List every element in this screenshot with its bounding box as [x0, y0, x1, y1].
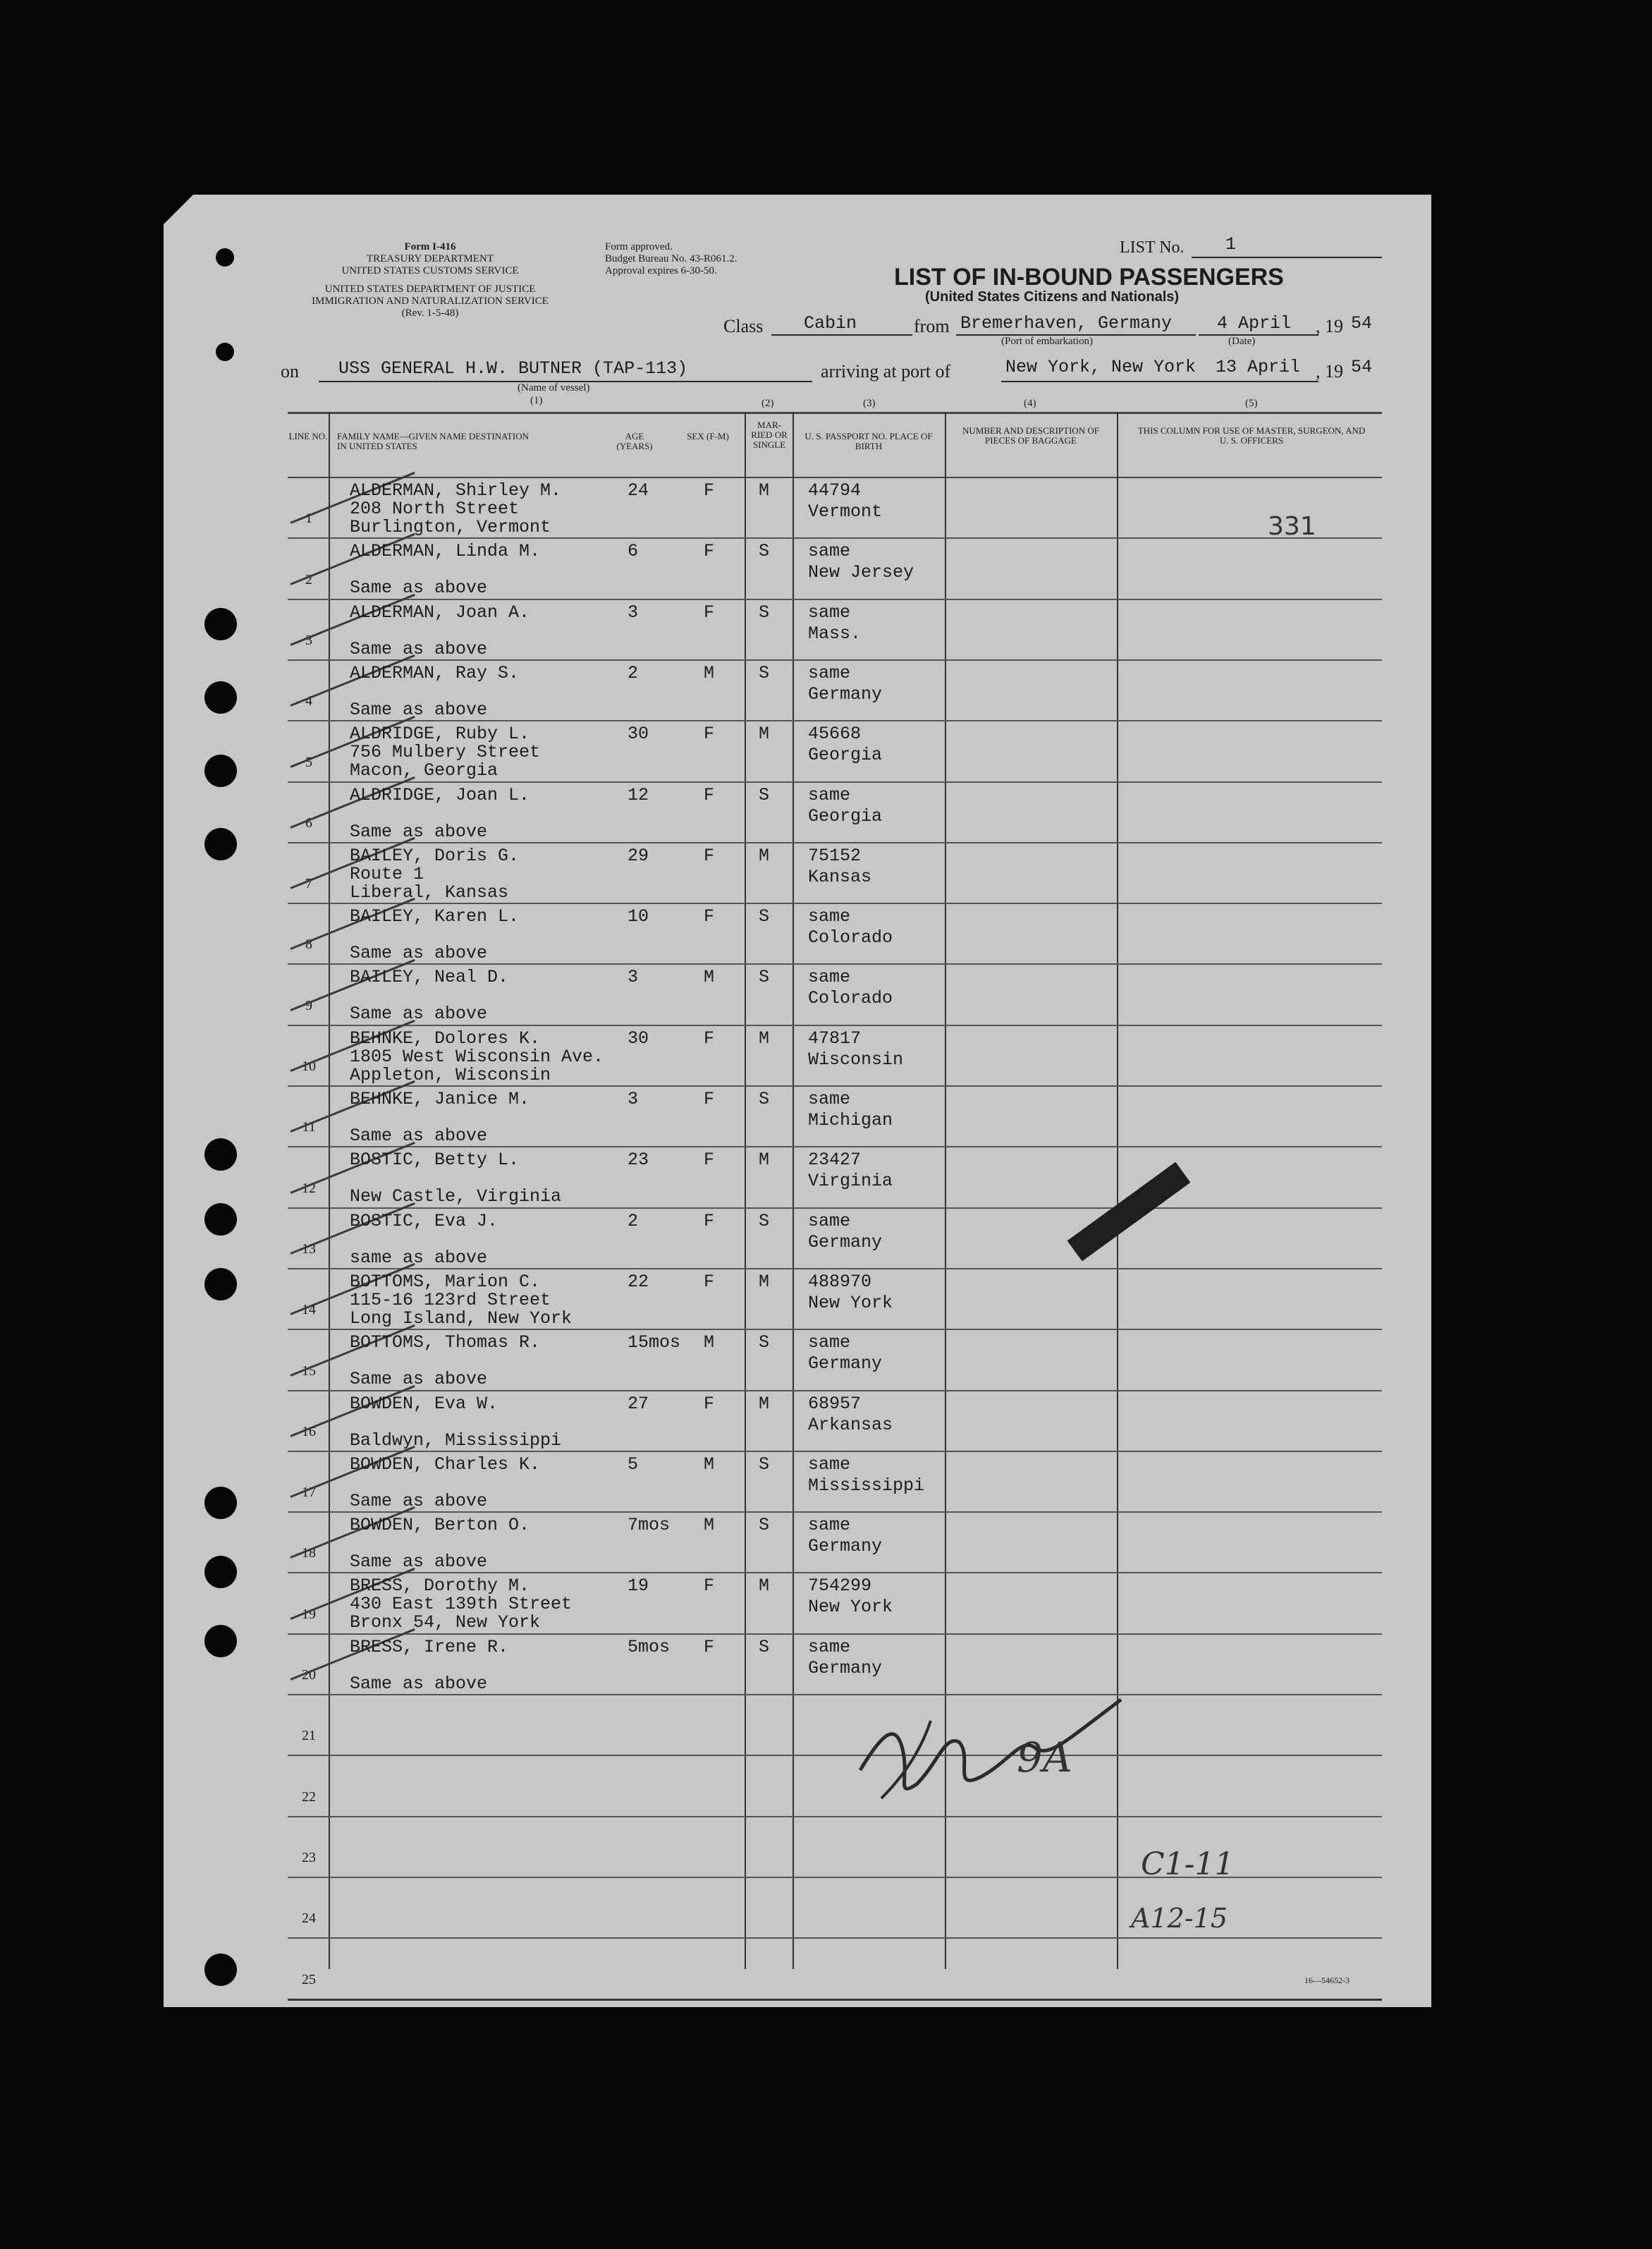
- passenger-name: BOTTOMS, Thomas R.: [350, 1332, 541, 1353]
- binder-hole: [204, 1954, 237, 1986]
- passenger-name: BAILEY, Doris G.: [350, 846, 520, 866]
- marital-status: M: [759, 1575, 770, 1596]
- passenger-sex: M: [704, 967, 715, 987]
- line-number: 24: [302, 1910, 316, 1926]
- passport-number: 754299: [808, 1575, 872, 1596]
- passport-number: same: [808, 1454, 851, 1475]
- destination-line-2: Same as above: [350, 700, 488, 720]
- passenger-age: 12: [628, 785, 649, 805]
- date-year-prefix: , 19: [1316, 316, 1343, 336]
- passport-number: same: [808, 1089, 851, 1109]
- passenger-name: ALDERMAN, Linda M.: [350, 541, 541, 561]
- form-id: Form I-416: [404, 241, 456, 252]
- passenger-name: BEHNKE, Dolores K.: [350, 1028, 541, 1049]
- binder-hole: [216, 248, 234, 267]
- initials-note: 9A: [1017, 1733, 1072, 1781]
- destination-line-1: 115-16 123rd Street: [350, 1290, 551, 1310]
- place-of-birth: Mississippi: [808, 1475, 925, 1496]
- justice-line: IMMIGRATION AND NATURALIZATION SERVICE: [312, 295, 549, 307]
- list-no-label: LIST No.: [1120, 238, 1185, 257]
- row-divider: [288, 1816, 1382, 1817]
- form-code: 16—54652-3: [1304, 1975, 1350, 1985]
- destination-line-1: 208 North Street: [350, 499, 520, 519]
- folded-corner: [164, 195, 193, 224]
- date-value: 4 April: [1217, 313, 1292, 334]
- passenger-name: BOWDEN, Charles K.: [350, 1454, 541, 1475]
- destination-line-2: same as above: [350, 1248, 488, 1268]
- passenger-sex: F: [704, 785, 715, 805]
- line-number: 2: [305, 572, 312, 587]
- binder-hole: [204, 1268, 237, 1300]
- from-value: Bremerhaven, Germany: [960, 313, 1173, 334]
- destination-line-2: New Castle, Virginia: [350, 1186, 562, 1207]
- passenger-sex: M: [704, 1332, 715, 1353]
- row-divider: [288, 599, 1382, 600]
- marital-status: S: [759, 906, 770, 927]
- arriving-label: arriving at port of: [821, 361, 951, 382]
- binder-hole: [204, 1625, 237, 1657]
- line-number: 9: [305, 998, 312, 1013]
- line-number: 19: [302, 1607, 316, 1622]
- passenger-name: ALDERMAN, Ray S.: [350, 663, 520, 683]
- date-year: 54: [1351, 313, 1373, 334]
- destination-line-2: Baldwyn, Mississippi: [350, 1430, 562, 1451]
- passport-number: same: [808, 1515, 851, 1535]
- form-dept-block: [268, 241, 592, 277]
- place-of-birth: Virginia: [808, 1171, 893, 1191]
- marital-status: S: [759, 1211, 770, 1231]
- line-number: 17: [302, 1485, 316, 1500]
- marital-status: M: [759, 1028, 770, 1049]
- vessel-name: USS GENERAL H.W. BUTNER (TAP-113): [338, 358, 688, 379]
- passport-number: same: [808, 906, 851, 927]
- passport-number: 23427: [808, 1150, 862, 1170]
- passenger-age: 10: [628, 906, 649, 927]
- passport-number: same: [808, 1211, 851, 1231]
- marital-status: S: [759, 1332, 770, 1353]
- marital-status: S: [759, 541, 770, 561]
- destination-line-2: Same as above: [350, 578, 488, 598]
- passenger-sex: M: [704, 663, 715, 683]
- approval-line: Approval expires 6-30-50.: [605, 265, 717, 276]
- dept-line: TREASURY DEPARTMENT: [366, 253, 494, 264]
- row-divider: [288, 842, 1382, 843]
- passport-number: 47817: [808, 1028, 862, 1049]
- passenger-sex: F: [704, 1150, 715, 1170]
- arrival-year-prefix: , 19: [1316, 361, 1343, 382]
- place-of-birth: Germany: [808, 1232, 883, 1253]
- marital-status: S: [759, 1454, 770, 1475]
- destination-line-2: Same as above: [350, 943, 488, 963]
- row-divider: [288, 1937, 1382, 1939]
- passenger-age: 2: [628, 663, 639, 683]
- place-of-birth: Germany: [808, 1536, 883, 1556]
- line-number: 3: [305, 633, 312, 648]
- justice-line: UNITED STATES DEPARTMENT OF JUSTICE: [324, 284, 536, 295]
- place-of-birth: New York: [808, 1293, 893, 1313]
- passenger-age: 19: [628, 1575, 649, 1596]
- row-divider: [288, 720, 1382, 721]
- passport-number: same: [808, 785, 851, 805]
- line-number: 18: [302, 1545, 316, 1561]
- passenger-sex: F: [704, 846, 715, 866]
- passenger-age: 3: [628, 602, 639, 623]
- destination-line-1: Route 1: [350, 864, 424, 884]
- line-number: 14: [302, 1302, 316, 1317]
- destination-line-2: Burlington, Vermont: [350, 517, 551, 537]
- marital-status: M: [759, 1150, 770, 1170]
- passenger-sex: F: [704, 1089, 715, 1109]
- passport-number: 75152: [808, 846, 862, 866]
- header-bottom-border: [288, 477, 1382, 478]
- arrival-port: New York, New York: [1005, 357, 1197, 377]
- passenger-age: 30: [628, 1028, 649, 1049]
- passenger-sex: F: [704, 1575, 715, 1596]
- passenger-sex: F: [704, 1272, 715, 1292]
- binder-hole: [204, 1487, 237, 1519]
- place-of-birth: Germany: [808, 684, 883, 705]
- line-number: 22: [302, 1789, 316, 1805]
- marital-status: M: [759, 846, 770, 866]
- header-line-no: LINE NO.: [288, 431, 328, 441]
- passenger-sex: F: [704, 1028, 715, 1049]
- binder-hole: [204, 755, 237, 787]
- row-divider: [288, 1694, 1382, 1695]
- header-sex: SEX (F-M): [687, 431, 729, 441]
- passenger-age: 5mos: [628, 1637, 671, 1657]
- line-number: 8: [305, 937, 312, 952]
- passenger-sex: M: [704, 1515, 715, 1535]
- col-line-lineno: [329, 412, 330, 1969]
- header-name: FAMILY NAME—GIVEN NAME DESTINATION IN UNITED STATES: [337, 431, 530, 451]
- passenger-sex: F: [704, 541, 715, 561]
- col-line-passport: [793, 412, 794, 1969]
- list-no-value: 1: [1225, 234, 1237, 255]
- marital-status: M: [759, 724, 770, 744]
- on-label: on: [281, 361, 299, 382]
- date-underline: [1199, 334, 1318, 336]
- line-number: 1: [305, 511, 312, 526]
- row-divider: [288, 1511, 1382, 1513]
- passport-number: 45668: [808, 724, 862, 744]
- row-divider: [288, 963, 1382, 965]
- marital-status: S: [759, 1089, 770, 1109]
- from-caption: (Port of embarkation): [1001, 336, 1093, 347]
- destination-line-2: Bronx 54, New York: [350, 1612, 541, 1633]
- passenger-age: 29: [628, 846, 649, 866]
- passenger-name: BOSTIC, Eva J.: [350, 1211, 498, 1231]
- passenger-age: 3: [628, 967, 639, 987]
- passenger-sex: F: [704, 602, 715, 623]
- header-baggage: NUMBER AND DESCRIPTION OF PIECES OF BAGGAGE: [962, 425, 1099, 446]
- passenger-age: 3: [628, 1089, 639, 1109]
- binder-hole: [204, 608, 237, 640]
- header-age: AGE (YEARS): [616, 431, 653, 451]
- line-number: 4: [305, 693, 312, 709]
- header-officers: THIS COLUMN FOR USE OF MASTER, SURGEON, AND U. S. OFFICERS: [1137, 425, 1366, 446]
- justice-line: (Rev. 1-5-48): [401, 307, 459, 319]
- place-of-birth: Georgia: [808, 745, 883, 765]
- place-of-birth: Colorado: [808, 927, 893, 948]
- line-number: 7: [305, 876, 312, 891]
- destination-line-2: Long Island, New York: [350, 1308, 573, 1329]
- class-label: Class: [723, 316, 764, 336]
- arrival-year: 54: [1351, 357, 1373, 377]
- row-divider: [288, 1572, 1382, 1573]
- destination-line-2: Liberal, Kansas: [350, 882, 509, 903]
- class-underline: [771, 334, 912, 336]
- officer-note-331: 331: [1268, 512, 1316, 541]
- binder-hole: [204, 1138, 237, 1171]
- passport-number: same: [808, 1637, 851, 1657]
- passenger-name: BOTTOMS, Marion C.: [350, 1272, 541, 1292]
- passenger-sex: F: [704, 480, 715, 501]
- row-divider: [288, 1451, 1382, 1452]
- destination-line-1: 756 Mulbery Street: [350, 742, 541, 762]
- row-divider: [288, 1085, 1382, 1087]
- place-of-birth: Vermont: [808, 501, 883, 522]
- col-num-5: (5): [1245, 398, 1258, 409]
- row-divider: [288, 1755, 1382, 1756]
- line-number: 6: [305, 815, 312, 831]
- passport-number: 488970: [808, 1272, 872, 1292]
- passenger-name: BAILEY, Neal D.: [350, 967, 509, 987]
- passenger-name: BAILEY, Karen L.: [350, 906, 520, 927]
- passport-number: 68957: [808, 1394, 862, 1414]
- line-number: 16: [302, 1424, 316, 1439]
- binder-hole: [204, 681, 237, 714]
- passport-number: same: [808, 967, 851, 987]
- handwritten-note-a12-15: A12-15: [1131, 1903, 1228, 1934]
- passport-number: 44794: [808, 480, 862, 501]
- row-divider: [288, 903, 1382, 904]
- marital-status: S: [759, 785, 770, 805]
- passenger-name: BRESS, Irene R.: [350, 1637, 509, 1657]
- row-divider: [288, 1633, 1382, 1635]
- destination-line-2: Same as above: [350, 639, 488, 659]
- passport-number: same: [808, 602, 851, 623]
- binder-hole: [204, 1556, 237, 1588]
- class-value: Cabin: [804, 313, 857, 334]
- page-title: LIST OF IN-BOUND PASSENGERS: [894, 264, 1284, 291]
- handwritten-note-c1-11: C1-11: [1141, 1846, 1235, 1882]
- marital-status: S: [759, 1515, 770, 1535]
- marital-status: M: [759, 1272, 770, 1292]
- col-num-2: (2): [761, 398, 774, 409]
- passenger-age: 5: [628, 1454, 639, 1475]
- approval-line: Form approved.: [605, 241, 673, 252]
- destination-line-2: Same as above: [350, 1004, 488, 1024]
- passenger-sex: F: [704, 724, 715, 744]
- place-of-birth: Mass.: [808, 623, 862, 644]
- line-number: 12: [302, 1181, 316, 1196]
- passport-number: same: [808, 1332, 851, 1353]
- line-number: 10: [302, 1059, 316, 1074]
- place-of-birth: Germany: [808, 1353, 883, 1374]
- line-number: 23: [302, 1850, 316, 1865]
- passenger-age: 24: [628, 480, 649, 501]
- line-number: 13: [302, 1241, 316, 1257]
- row-divider: [288, 659, 1382, 661]
- inspector-signature: [853, 1693, 1128, 1805]
- destination-line-2: Same as above: [350, 822, 488, 842]
- arrival-underline: [1001, 381, 1318, 382]
- passenger-age: 22: [628, 1272, 649, 1292]
- place-of-birth: Georgia: [808, 806, 883, 827]
- header-passport: U. S. PASSPORT NO. PLACE OF BIRTH: [804, 431, 933, 451]
- marital-status: S: [759, 602, 770, 623]
- row-divider: [288, 1207, 1382, 1209]
- page-subtitle: (United States Citizens and Nationals): [925, 289, 1180, 305]
- passenger-age: 15mos: [628, 1332, 681, 1353]
- passenger-age: 23: [628, 1150, 649, 1170]
- passenger-age: 30: [628, 724, 649, 744]
- passenger-age: 6: [628, 541, 639, 561]
- destination-line-2: Same as above: [350, 1674, 488, 1694]
- destination-line-2: Appleton, Wisconsin: [350, 1065, 551, 1085]
- row-divider: [288, 1390, 1382, 1391]
- place-of-birth: New York: [808, 1597, 893, 1617]
- marital-status: M: [759, 480, 770, 501]
- table-top-border: [288, 412, 1382, 414]
- date-caption: (Date): [1228, 336, 1256, 347]
- passport-number: same: [808, 541, 851, 561]
- justice-block: [268, 284, 592, 319]
- passenger-name: BOWDEN, Eva W.: [350, 1394, 498, 1414]
- passport-number: same: [808, 663, 851, 683]
- destination-line-2: Macon, Georgia: [350, 760, 498, 781]
- place-of-birth: Michigan: [808, 1110, 893, 1130]
- passenger-sex: F: [704, 1211, 715, 1231]
- marital-status: S: [759, 663, 770, 683]
- marital-status: M: [759, 1394, 770, 1414]
- passenger-name: BEHNKE, Janice M.: [350, 1089, 530, 1109]
- passenger-sex: F: [704, 906, 715, 927]
- passenger-age: 27: [628, 1394, 649, 1414]
- passenger-name: BOSTIC, Betty L.: [350, 1150, 520, 1170]
- destination-line-1: 430 East 139th Street: [350, 1594, 573, 1614]
- place-of-birth: Kansas: [808, 867, 872, 887]
- destination-line-1: 1805 West Wisconsin Ave.: [350, 1047, 604, 1067]
- vessel-col-num: (1): [530, 395, 543, 406]
- from-label: from: [914, 316, 950, 336]
- passenger-name: ALDRIDGE, Ruby L.: [350, 724, 530, 744]
- destination-line-2: Same as above: [350, 1126, 488, 1146]
- row-divider: [288, 1268, 1382, 1269]
- row-divider: [288, 1146, 1382, 1147]
- place-of-birth: Germany: [808, 1658, 883, 1678]
- approval-line: Budget Bureau No. 43-R061.2.: [605, 253, 738, 264]
- col-num-3: (3): [863, 398, 876, 409]
- passenger-name: ALDERMAN, Shirley M.: [350, 480, 562, 501]
- arrival-date: 13 April: [1216, 357, 1301, 377]
- passenger-age: 2: [628, 1211, 639, 1231]
- binder-hole: [204, 1203, 237, 1236]
- destination-line-2: Same as above: [350, 1552, 488, 1572]
- line-number: 11: [302, 1119, 316, 1135]
- place-of-birth: Arkansas: [808, 1415, 893, 1435]
- approval-block: [605, 241, 737, 277]
- col-num-4: (4): [1024, 398, 1036, 409]
- row-divider: [288, 1329, 1382, 1330]
- passenger-sex: M: [704, 1454, 715, 1475]
- passenger-name: ALDRIDGE, Joan L.: [350, 785, 530, 805]
- row-divider: [288, 781, 1382, 783]
- line-number: 20: [302, 1667, 316, 1683]
- passenger-sex: F: [704, 1637, 715, 1657]
- destination-line-2: Same as above: [350, 1369, 488, 1389]
- header-married: MAR- RIED OR SINGLE: [751, 420, 788, 450]
- passenger-age: 7mos: [628, 1515, 671, 1535]
- passenger-name: BRESS, Dorothy M.: [350, 1575, 530, 1596]
- row-divider: [288, 1025, 1382, 1026]
- place-of-birth: Colorado: [808, 988, 893, 1008]
- destination-line-2: Same as above: [350, 1491, 488, 1511]
- passenger-sex: F: [704, 1394, 715, 1414]
- line-number: 21: [302, 1728, 316, 1743]
- row-divider: [288, 537, 1382, 539]
- binder-hole: [216, 343, 234, 361]
- place-of-birth: Wisconsin: [808, 1049, 904, 1070]
- dept-line: UNITED STATES CUSTOMS SERVICE: [341, 265, 519, 276]
- vessel-caption: (Name of vessel): [518, 382, 590, 394]
- passenger-name: ALDERMAN, Joan A.: [350, 602, 530, 623]
- list-no-underline: [1192, 257, 1382, 258]
- col-line-married: [745, 412, 746, 1969]
- line-number: 5: [305, 755, 312, 770]
- line-number: 15: [302, 1363, 316, 1379]
- binder-hole: [204, 828, 237, 860]
- table-bottom-border: [288, 1999, 1382, 2001]
- passenger-name: BOWDEN, Berton O.: [350, 1515, 530, 1535]
- marital-status: S: [759, 967, 770, 987]
- marital-status: S: [759, 1637, 770, 1657]
- place-of-birth: New Jersey: [808, 562, 914, 583]
- line-number: 25: [302, 1972, 316, 1987]
